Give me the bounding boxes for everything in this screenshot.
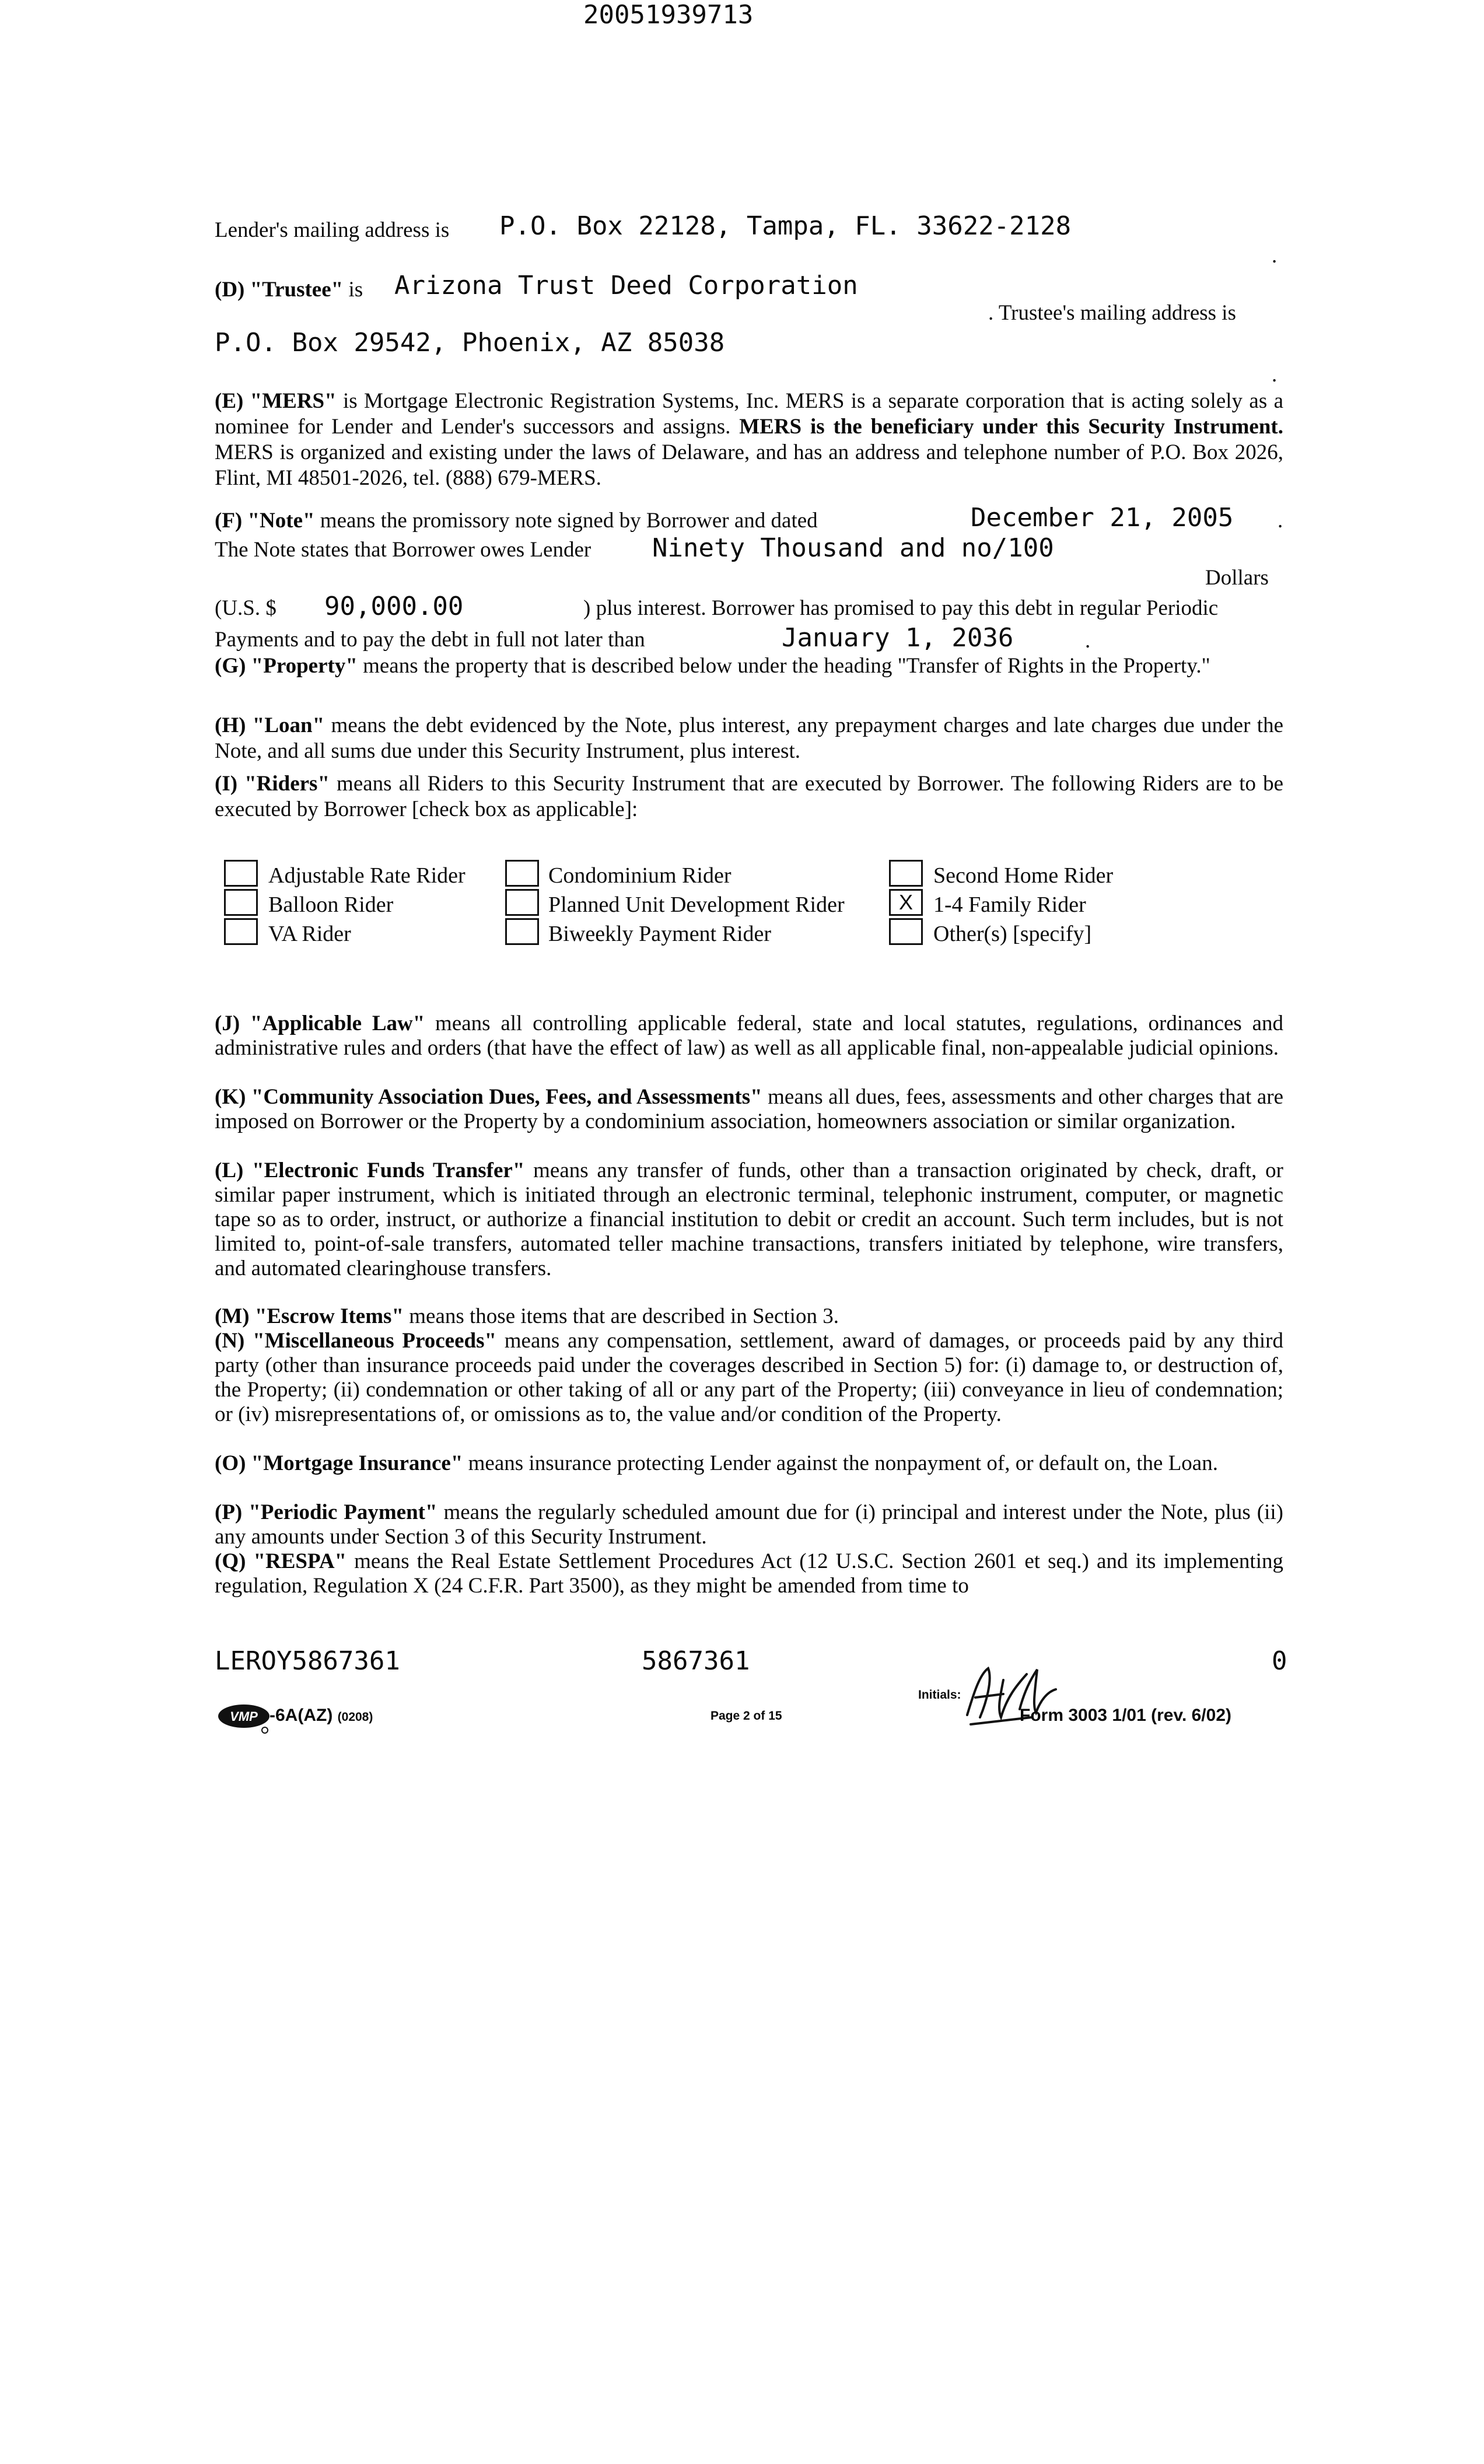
definition-escrow-items: (M) "Escrow Items" means those items that are described in Section 3. bbox=[215, 1304, 839, 1328]
document-number: 20051939713 bbox=[583, 0, 754, 30]
rider-label: Adjustable Rate Rider bbox=[268, 863, 466, 888]
checkbox-1-4-family-rider[interactable]: X bbox=[889, 889, 923, 916]
vmp-logo-icon bbox=[217, 1702, 271, 1737]
lender-address-label: Lender's mailing address is bbox=[215, 218, 450, 242]
period-mark: . bbox=[1278, 509, 1283, 533]
rider-label: Biweekly Payment Rider bbox=[548, 922, 772, 946]
lender-address-value: P.O. Box 22128, Tampa, FL. 33622-2128 bbox=[499, 211, 1072, 241]
rider-label: Balloon Rider bbox=[268, 892, 394, 917]
definition-riders: (I) "Riders" means all Riders to this Security Instrument that are executed by Borrower. The following Riders are to be executed by Borrower [check box as applicable]: bbox=[215, 772, 1283, 821]
trustee-name: Arizona Trust Deed Corporation bbox=[394, 271, 858, 300]
definition-mers: (E) "MERS" is Mortgage Electronic Registration Systems, Inc. MERS is a separate corporation that is acting solely as a nominee for Lender and Lender's successors and assigns. MERS is the beneficiary under this Security Instrument. MERS is organized and existing under the laws of Delaware, and has an address and telephone number of P.O. Box 2026, Flint, MI 48501-2026, tel. (888) 679-MERS. bbox=[215, 389, 1283, 490]
rider-label: Second Home Rider bbox=[933, 863, 1114, 888]
checkbox-balloon-rider[interactable] bbox=[224, 889, 258, 916]
note-amount: 90,000.00 bbox=[324, 592, 464, 621]
loan-id: LEROY5867361 bbox=[215, 1646, 400, 1676]
trustee-address: P.O. Box 29542, Phoenix, AZ 85038 bbox=[215, 328, 725, 358]
note-date: December 21, 2005 bbox=[971, 503, 1234, 533]
loan-number: 5867361 bbox=[642, 1646, 750, 1676]
checkbox-adjustable-rate-rider[interactable] bbox=[224, 860, 258, 887]
note-line-4: Payments and to pay the debt in full not later than bbox=[215, 628, 645, 652]
checkbox-va-rider[interactable] bbox=[224, 918, 258, 945]
definition-electronic-funds-transfer: (L) "Electronic Funds Transfer" means any transfer of funds, other than a transaction originated by check, draft, or similar paper instrument, which is initiated through an electronic terminal, telephonic instrument, computer, or magnetic tape so as to order, instruct, or authorize a financial institution to debit or credit an account. Such term includes, but is not limited to, point-of-sale transfers, automated teller machine transactions, transfers initiated by telephone, wire transfers, and automated clearinghouse transfers. bbox=[215, 1158, 1283, 1280]
note-amount-words: Ninety Thousand and no/100 bbox=[652, 533, 1054, 563]
rider-label: 1-4 Family Rider bbox=[933, 892, 1086, 917]
definition-miscellaneous-proceeds: (N) "Miscellaneous Proceeds" means any compensation, settlement, award of damages, or proceeds paid by any third party (other than insurance proceeds paid under the coverages described in Section 5) for: (i) damage to, or destruction of, the Property; (ii) condemnation or other taking of all or any part of the Property; (iii) conveyance in lieu of condemnation; or (iv) misrepresentations of, or omissions as to, the value and/or condition of the Property. bbox=[215, 1329, 1284, 1426]
trustee-label: (D) "Trustee" is bbox=[215, 278, 363, 302]
definition-respa: (Q) "RESPA" means the Real Estate Settlement Procedures Act (12 U.S.C. Section 2601 et seq.) and its implementing regulation, Regulation X (24 C.F.R. Part 3500), as they might be amended from time to bbox=[215, 1549, 1283, 1598]
period-mark: . bbox=[1085, 629, 1091, 653]
checkbox-biweekly-payment-rider[interactable] bbox=[505, 918, 539, 945]
definition-property: (G) "Property" means the property that is described below under the heading "Transfer of Rights in the Property." bbox=[215, 654, 1210, 678]
footer-zero: 0 bbox=[1272, 1646, 1287, 1676]
note-dollars: Dollars bbox=[1205, 566, 1269, 590]
form-code: -6A(AZ) (0208) bbox=[270, 1706, 373, 1725]
definition-mortgage-insurance: (O) "Mortgage Insurance" means insurance protecting Lender against the nonpayment of, or default on, the Loan. bbox=[215, 1451, 1218, 1475]
note-line-3: ) plus interest. Borrower has promised to pay this debt in regular Periodic bbox=[583, 596, 1219, 620]
definition-community-association-dues: (K) "Community Association Dues, Fees, and Assessments" means all dues, fees, assessments and other charges that are imposed on Borrower or the Property by a condominium association, homeowners association or similar organization. bbox=[215, 1085, 1283, 1133]
checkbox-planned-unit-development-rider[interactable] bbox=[505, 889, 539, 916]
note-due-date: January 1, 2036 bbox=[782, 623, 1014, 653]
svg-text:VMP: VMP bbox=[230, 1709, 258, 1724]
rider-label: Other(s) [specify] bbox=[933, 922, 1092, 946]
page-number: Page 2 of 15 bbox=[710, 1709, 782, 1723]
note-line-2: The Note states that Borrower owes Lender bbox=[215, 538, 592, 562]
definition-periodic-payment: (P) "Periodic Payment" means the regularly scheduled amount due for (i) principal and interest under the Note, plus (ii) any amounts under Section 3 of this Security Instrument. bbox=[215, 1500, 1283, 1549]
form-info: Form 3003 1/01 (rev. 6/02) bbox=[1020, 1706, 1231, 1725]
period-mark: . bbox=[1272, 363, 1278, 387]
rider-label: Planned Unit Development Rider bbox=[548, 892, 845, 917]
rider-label: Condominium Rider bbox=[548, 863, 732, 888]
period-mark: . bbox=[1272, 244, 1278, 268]
initials-label: Initials: bbox=[918, 1688, 961, 1702]
checkbox-other-rider[interactable] bbox=[889, 918, 923, 945]
definition-loan: (H) "Loan" means the debt evidenced by the Note, plus interest, any prepayment charges and late charges due under the Note, and all sums due under this Security Instrument, plus interest. bbox=[215, 713, 1284, 763]
trustee-address-label: . Trustee's mailing address is bbox=[988, 301, 1236, 325]
note-line-1: (F) "Note" means the promissory note signed by Borrower and dated bbox=[215, 509, 818, 533]
rider-label: VA Rider bbox=[268, 922, 351, 946]
definition-applicable-law: (J) "Applicable Law" means all controlling applicable federal, state and local statutes, regulations, ordinances and administrative rules and orders (that have the effect of law) as well as all applicable final, non-appealable judicial opinions. bbox=[215, 1012, 1283, 1060]
note-us-prefix: (U.S. $ bbox=[215, 596, 276, 620]
checkbox-condominium-rider[interactable] bbox=[505, 860, 539, 887]
checkbox-second-home-rider[interactable] bbox=[889, 860, 923, 887]
